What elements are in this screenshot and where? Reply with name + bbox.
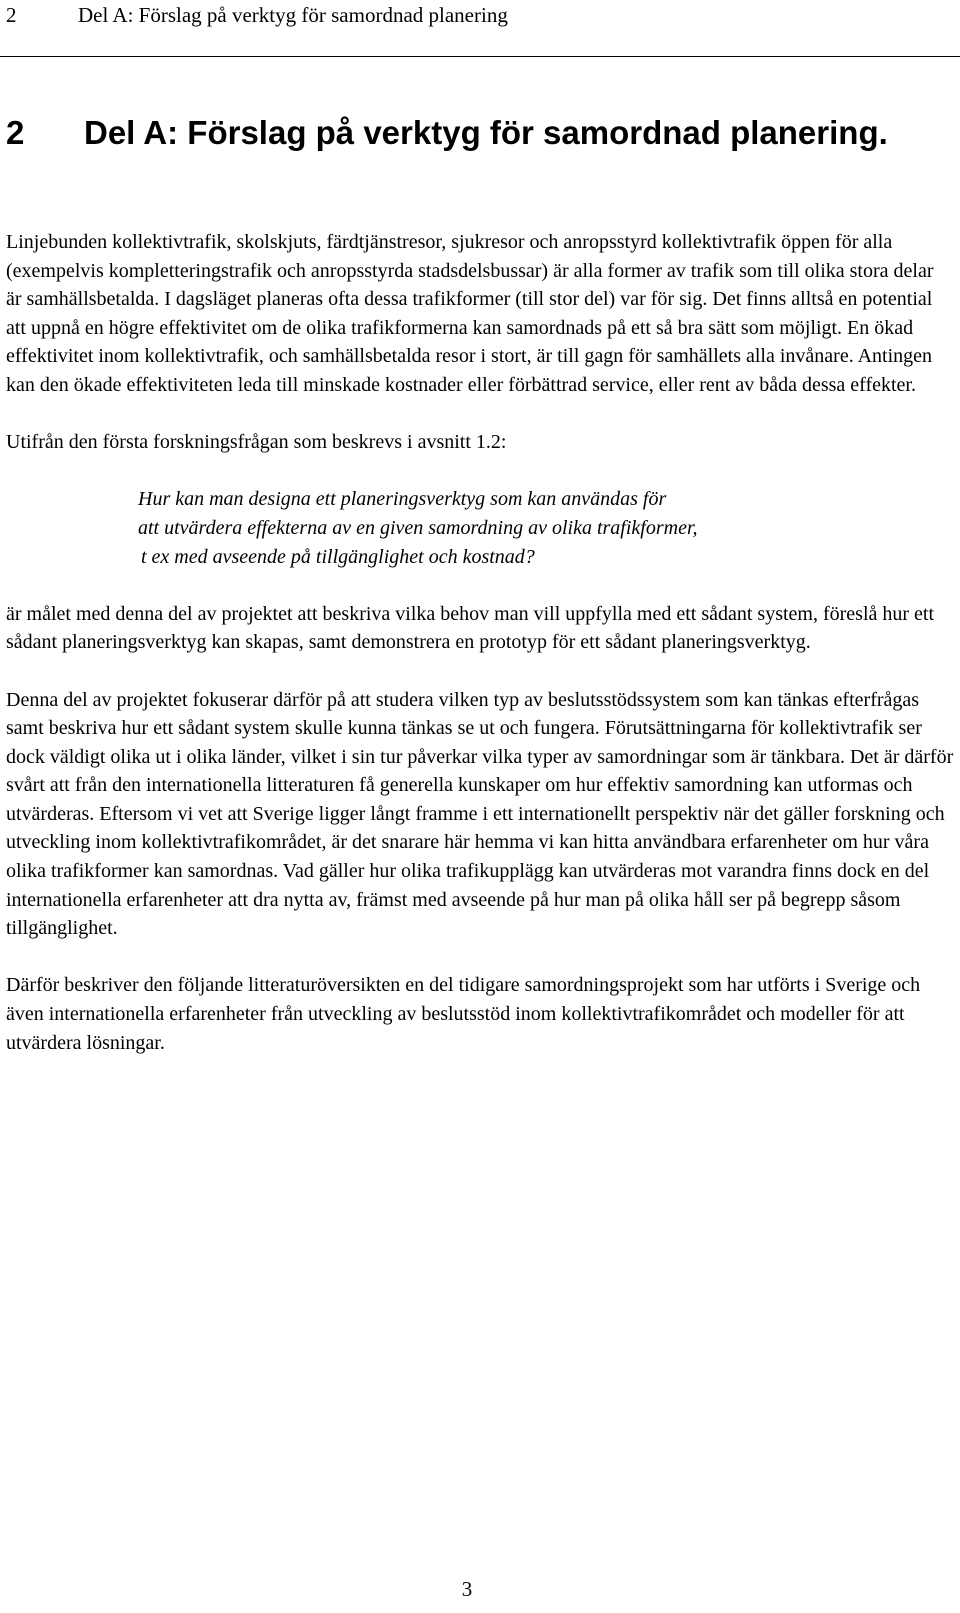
running-header-title: Del A: Förslag på verktyg för samordnad planering bbox=[78, 3, 508, 27]
chapter-title: Del A: Förslag på verktyg för samordnad planering. bbox=[84, 114, 888, 151]
paragraph-focus: Denna del av projektet fokuserar därför på att studera vilken typ av beslutsstödssystem som kan tänkas efterfrågas samt beskriva hur ett sådant system skulle kunna tänkas se ut och fungera. Förutsättningarna för kollektivtrafik ser dock väldigt olika ut i olika länder, vilket i sin tur påverkar vilka typer av samordningar som är tänkbara. Det är därför svårt att från den internationella litteraturen få generella kunskaper om hur effektiv samordning kan utformas och utvärderas. Eftersom vi vet att Sverige ligger långt framme i ett internationellt perspektiv när det gäller forskning och utveckling inom kollektivtrafikområdet, är det snarare här hemma vi kan hitta användbara erfarenheter om hur våra olika trafikformer kan samordnas. Vad gäller hur olika trafikupplägg kan utvärderas mot varandra finns dock en del internationella erfarenheter att dra nytta av, främst med avseende på hur man på olika håll ser på begrepp såsom tillgänglighet. bbox=[6, 688, 954, 940]
paragraph-question-lead: Utifrån den första forskningsfrågan som beskrevs i avsnitt 1.2: bbox=[6, 431, 507, 454]
paragraph-intro: Linjebunden kollektivtrafik, skolskjuts, färdtjänstresor, sjukresor och anropsstyrd kollektivtrafik öppen för alla (exempelvis kompletteringstrafik och anropsstyrda stadsdelsbussar) är alla former av trafik som till olika stora delar är samhällsbetalda. I dagsläget planeras ofta dessa trafikformer (till stor del) var för sig. Det finns alltså en potential att uppnå en högre effektivitet om de olika trafikformerna kan samordnads på ett så bra sätt som möjligt. En ökad effektivitet inom kollektivtrafik, och samhällsbetalda resor i stort, är till gagn för samhällets alla invånare. Antingen kan den ökade effektiviteten leda till minskade kostnader eller förbättrad service, eller rent av båda dessa effekter. bbox=[6, 231, 934, 396]
header-rule bbox=[0, 56, 960, 57]
running-header bbox=[6, 2, 954, 28]
research-question-line: att utvärdera effekterna av en given samordning av olika trafikformer, bbox=[138, 516, 698, 539]
paragraph-aim: är målet med denna del av projektet att beskriva vilka behov man vill uppfylla med ett sådant system, föreslå hur ett sådant planeringsverktyg kan skapas, samt demonstrera en prototyp för ett sådant planeringsverktyg. bbox=[6, 602, 935, 654]
research-question-line: t ex med avseende på tillgänglighet och kostnad? bbox=[141, 545, 535, 568]
chapter-heading bbox=[6, 113, 936, 152]
research-question bbox=[138, 485, 954, 571]
body-text bbox=[6, 228, 954, 1086]
paragraph-conclusion: Därför beskriver den följande litteraturöversikten en del tidigare samordningsprojekt som har utförts i Sverige och även internationella erfarenheter från utveckling av beslutsstöd inom kollektivtrafikområdet och modeller för att utvärdera lösningar. bbox=[6, 974, 921, 1054]
running-header-number: 2 bbox=[6, 3, 17, 27]
page-number: 3 bbox=[461, 1577, 473, 1601]
chapter-number: 2 bbox=[6, 114, 25, 151]
research-question-line: Hur kan man designa ett planeringsverktyg som kan användas för bbox=[138, 488, 667, 511]
